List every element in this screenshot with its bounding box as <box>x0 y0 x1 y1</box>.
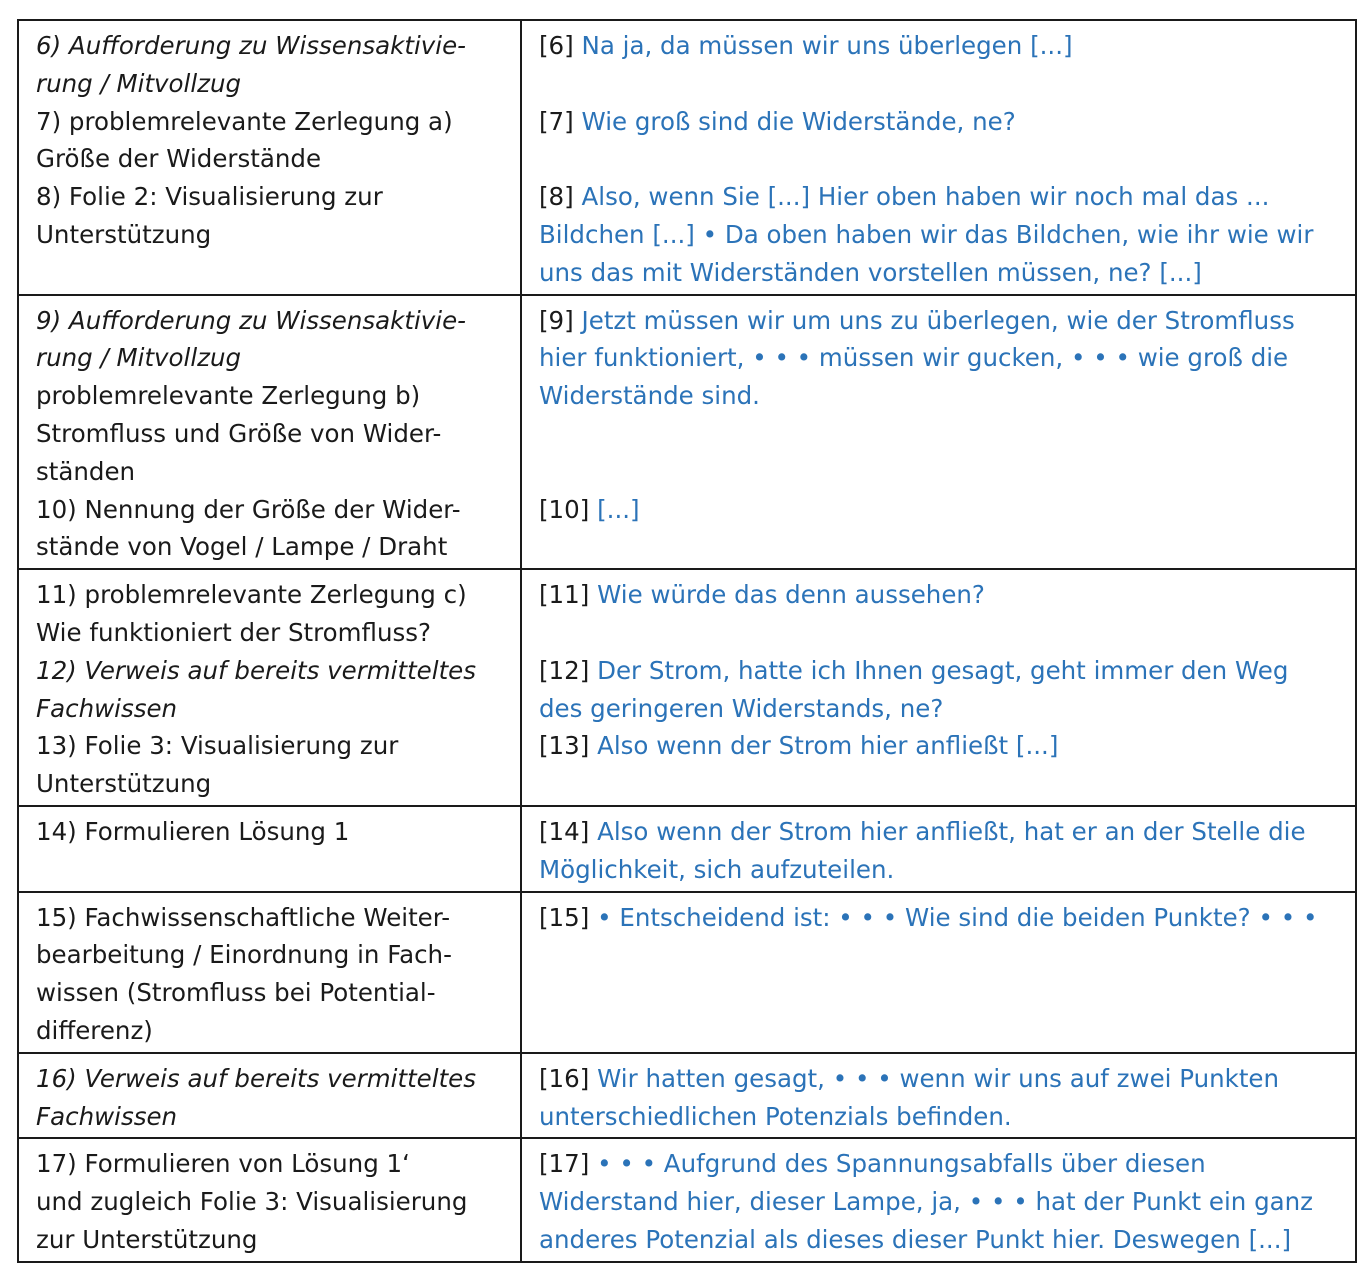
table-row <box>18 20 1356 295</box>
description-line: Unterstützung <box>36 769 212 799</box>
quote-text: hier funktioniert, • • • müssen wir gucken, • • • wie groß die <box>539 343 1289 373</box>
utterance-number: [16] <box>539 1063 590 1093</box>
spacer <box>539 65 1343 103</box>
quote-text: uns das mit Widerständen vorstellen müssen, ne? [...] <box>539 257 1202 287</box>
activity-description-cell <box>18 892 521 1053</box>
quote-line <box>539 1098 1343 1136</box>
transcript-quote-cell <box>521 806 1356 892</box>
description-line: 13) Folie 3: Visualisierung zur <box>36 731 399 761</box>
table-row <box>18 892 1356 1053</box>
quote-line <box>539 302 1343 340</box>
utterance-number: [7] <box>539 106 574 136</box>
quote-line <box>539 690 1343 728</box>
description-line: Stromfluss und Größe von Wider- <box>36 418 442 448</box>
description-line: 12) Verweis auf bereits vermitteltes <box>36 655 477 685</box>
activity-description-cell <box>18 20 521 295</box>
description-line: wissen (Stromfluss bei Potential- <box>36 978 436 1008</box>
quote-text: anderes Potenzial als dieses dieser Punkt hier. Deswegen [...] <box>539 1224 1292 1254</box>
description-line: Fachwissen <box>36 1101 178 1131</box>
quote-text: des geringeren Widerstands, ne? <box>539 693 944 723</box>
quote-text: Na ja, da müssen wir uns überlegen [...] <box>581 31 1073 60</box>
description-line: 16) Verweis auf bereits vermitteltes <box>36 1063 477 1093</box>
spacer <box>539 140 1343 178</box>
quote-text: Wie groß sind die Widerstände, ne? <box>581 106 1016 136</box>
quote-line <box>539 103 1343 141</box>
activity-description-cell <box>18 295 521 570</box>
description-line: Unterstützung <box>36 219 212 249</box>
description-line: 10) Nennung der Größe der Wider- <box>36 494 461 524</box>
quote-line <box>539 1183 1343 1221</box>
description-line: 14) Formulieren Lösung 1 <box>36 816 350 846</box>
transcript-table <box>17 19 1357 1263</box>
spacer <box>539 415 1343 453</box>
quote-text: • • • Aufgrund des Spannungsabfalls über diesen <box>597 1149 1206 1179</box>
description-line: Wie funktioniert der Stromfluss? <box>36 617 432 647</box>
quote-text: Also wenn der Strom hier anfließt, hat er an der Stelle die <box>597 816 1306 846</box>
utterance-number: [17] <box>539 1149 590 1179</box>
table-row <box>18 1053 1356 1139</box>
quote-line <box>539 1221 1343 1259</box>
transcript-quote-cell <box>521 20 1356 295</box>
utterance-number: [11] <box>539 580 590 610</box>
description-line: 9) Aufforderung zu Wissensaktivie- <box>36 305 466 335</box>
table-row <box>18 806 1356 892</box>
quote-line <box>539 813 1343 851</box>
quote-line <box>539 339 1343 377</box>
quote-text: Widerstand hier, dieser Lampe, ja, • • • hat der Punkt ein ganz <box>539 1187 1314 1217</box>
utterance-number: [9] <box>539 305 574 335</box>
activity-description-cell <box>18 569 521 806</box>
utterance-number: [8] <box>539 182 574 212</box>
description-line: rung / Mitvollzug <box>36 343 242 373</box>
description-line: bearbeitung / Einordnung in Fach- <box>36 940 452 970</box>
quote-line <box>539 899 1343 937</box>
quote-text: Also wenn der Strom hier anfließt [...] <box>597 731 1059 761</box>
quote-line <box>539 652 1343 690</box>
activity-description-cell <box>18 1053 521 1139</box>
activity-description-cell <box>18 1138 521 1261</box>
quote-text: Möglichkeit, sich aufzuteilen. <box>539 854 895 884</box>
description-line: 6) Aufforderung zu Wissensaktivie- <box>36 31 466 60</box>
quote-text: [...] <box>597 494 640 524</box>
spacer <box>539 614 1343 652</box>
utterance-number: [13] <box>539 731 590 761</box>
description-line: 15) Fachwissenschaftliche Weiter- <box>36 902 451 932</box>
transcript-quote-cell <box>521 1053 1356 1139</box>
quote-text: Jetzt müssen wir um uns zu überlegen, wie der Stromfluss <box>581 305 1295 335</box>
transcript-quote-cell <box>521 1138 1356 1261</box>
utterance-number: [15] <box>539 902 590 932</box>
description-line: rung / Mitvollzug <box>36 68 242 98</box>
description-line: Fachwissen <box>36 693 178 723</box>
transcript-quote-cell <box>521 569 1356 806</box>
quote-line <box>539 27 1343 65</box>
quote-text: Der Strom, hatte ich Ihnen gesagt, geht immer den Weg <box>597 655 1289 685</box>
description-line: und zugleich Folie 3: Visualisierung <box>36 1187 468 1217</box>
quote-line <box>539 254 1343 292</box>
description-line: zur Unterstützung <box>36 1224 258 1254</box>
quote-line <box>539 216 1343 254</box>
quote-text: Also, wenn Sie [...] Hier oben haben wir noch mal das ... <box>581 182 1270 212</box>
table-row <box>18 1138 1356 1261</box>
transcript-quote-cell <box>521 295 1356 570</box>
spacer <box>539 453 1343 491</box>
quote-line <box>539 576 1343 614</box>
utterance-number: [14] <box>539 816 590 846</box>
description-line: 17) Formulieren von Lösung 1‘ <box>36 1149 410 1179</box>
quote-line <box>539 178 1343 216</box>
table-row <box>18 295 1356 570</box>
description-line: 8) Folie 2: Visualisierung zur <box>36 182 383 212</box>
quote-line <box>539 377 1343 415</box>
quote-line <box>539 851 1343 889</box>
description-line: problemrelevante Zerlegung b) <box>36 381 421 411</box>
description-line: Größe der Widerstände <box>36 144 322 174</box>
utterance-number: [10] <box>539 494 590 524</box>
utterance-number: [6] <box>539 31 574 60</box>
quote-line <box>539 491 1343 529</box>
quote-text: Widerstände sind. <box>539 381 760 411</box>
description-line: differenz) <box>36 1015 153 1045</box>
quote-line <box>539 1145 1343 1183</box>
description-line: ständen <box>36 456 136 486</box>
quote-line <box>539 1060 1343 1098</box>
transcript-quote-cell <box>521 892 1356 1053</box>
description-line: stände von Vogel / Lampe / Draht <box>36 532 448 562</box>
description-line: 11) problemrelevante Zerlegung c) <box>36 580 467 610</box>
quote-text: unterschiedlichen Potenzials befinden. <box>539 1101 1012 1131</box>
activity-description-cell <box>18 806 521 892</box>
utterance-number: [12] <box>539 655 590 685</box>
description-line: 7) problemrelevante Zerlegung a) <box>36 106 453 136</box>
quote-text: • Entscheidend ist: • • • Wie sind die beiden Punkte? • • • <box>597 902 1318 932</box>
table-row <box>18 569 1356 806</box>
quote-text: Bildchen [...] • Da oben haben wir das Bildchen, wie ihr wie wir <box>539 219 1314 249</box>
quote-text: Wie würde das denn aussehen? <box>597 580 985 610</box>
quote-line <box>539 727 1343 765</box>
quote-text: Wir hatten gesagt, • • • wenn wir uns auf zwei Punkten <box>597 1063 1280 1093</box>
